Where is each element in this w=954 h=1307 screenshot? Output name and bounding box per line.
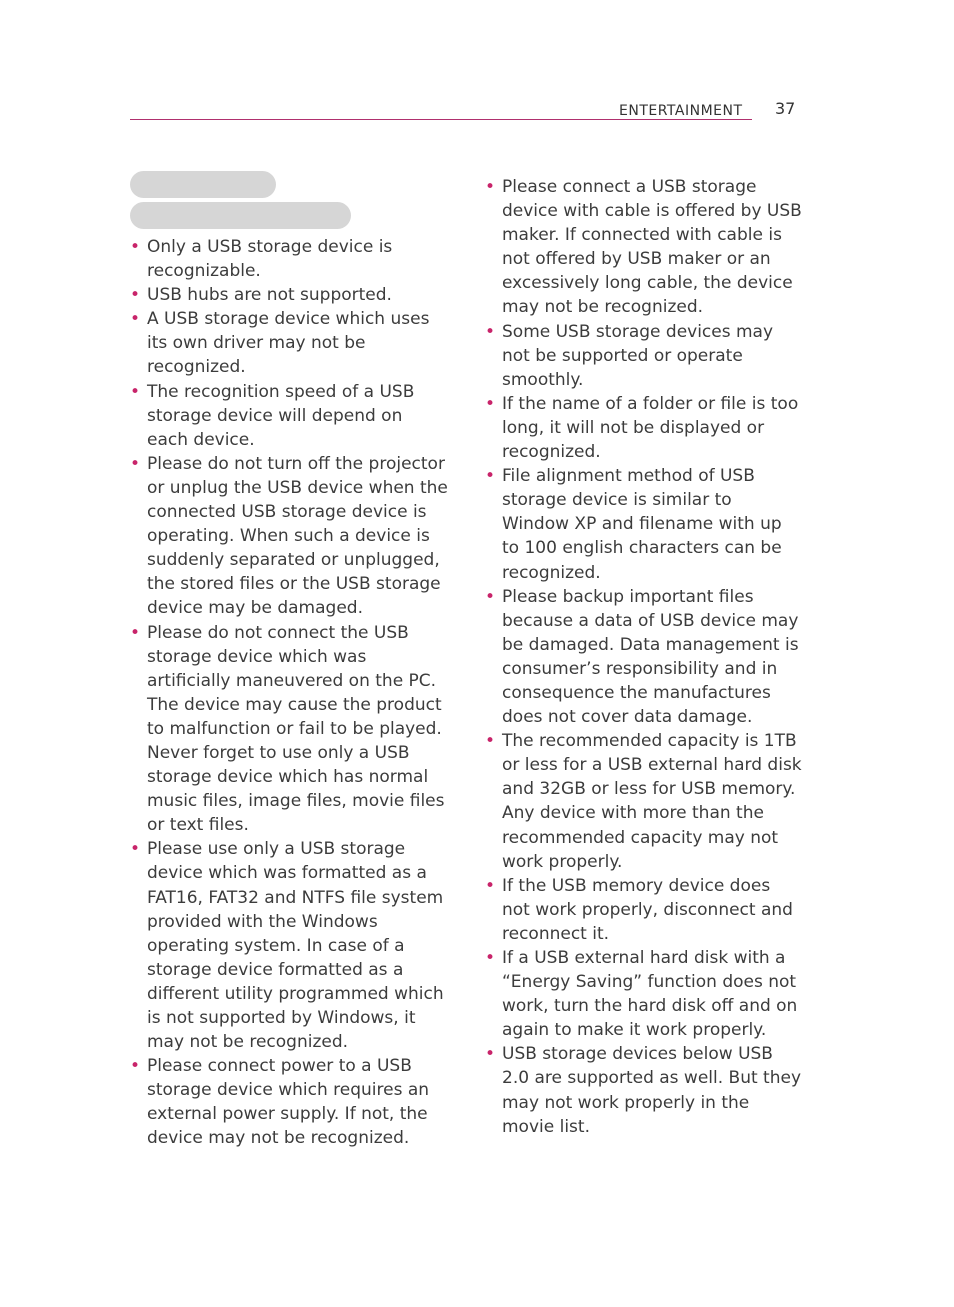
bullet-icon: • bbox=[485, 1044, 496, 1065]
header-rule bbox=[130, 119, 752, 120]
bullet-icon: • bbox=[130, 839, 141, 860]
heading-placeholder-2 bbox=[130, 202, 351, 229]
list-item: • Please backup important files because a data of USB device may be damaged. Data management is consumer’s responsibility and in consequence the manufactures does not cover data damage. bbox=[485, 586, 799, 728]
bullet-icon: • bbox=[485, 586, 496, 607]
heading-placeholder-1 bbox=[130, 171, 276, 198]
list-item: • Please use only a USB storage device which was formatted as a FAT16, FAT32 and NTFS file system provided with the Windows operating system. In case of a storage device formatted as a different utility programmed which is not supported by Windows, it may not be recognized. bbox=[130, 839, 444, 1053]
left-bullet-list bbox=[130, 235, 448, 1151]
list-item: • Please do not turn off the projector or unplug the USB device when the connected USB storage device is operating. When such a device is suddenly separated or unplugged, the stored files or the USB storage device may be damaged. bbox=[130, 453, 448, 619]
list-item: • Only a USB storage device is recognizable. bbox=[130, 237, 393, 282]
header-section-title: ENTERTAINMENT bbox=[619, 103, 743, 119]
bullet-icon: • bbox=[485, 948, 496, 968]
bullet-icon: • bbox=[485, 875, 496, 896]
list-item: • USB hubs are not supported. bbox=[130, 283, 448, 307]
list-item: • Please connect power to a USB storage device which requires an external power supply. If not, the device may not be recognized. bbox=[130, 1056, 430, 1149]
bullet-icon: • bbox=[130, 237, 141, 257]
bullet-icon: • bbox=[485, 177, 496, 197]
list-item: • If the name of a folder or file is too long, it will not be displayed or recognized. bbox=[485, 393, 799, 463]
list-item: • The recognition speed of a USB storage device will depend on each device. bbox=[130, 381, 415, 450]
right-bullet-list bbox=[485, 175, 803, 1139]
list-item: • A USB storage device which uses its own driver may not be recognized. bbox=[130, 309, 430, 378]
bullet-icon: • bbox=[130, 1056, 141, 1077]
list-item: • The recommended capacity is 1TB or less for a USB external hard disk and 32GB or less for USB memory. Any device with more than the recommended capacity may not work properly. bbox=[485, 731, 802, 872]
list-item: • File alignment method of USB storage device is similar to Window XP and filename with up to 100 english characters can be recognized. bbox=[485, 466, 782, 583]
bullet-icon: • bbox=[130, 309, 141, 330]
bullet-icon: • bbox=[130, 381, 141, 402]
list-item: • If a USB external hard disk with a “Energy Saving” function does not work, turn the hard disk off and on again to make it work properly. bbox=[485, 948, 798, 1041]
bullet-icon: • bbox=[485, 466, 496, 487]
list-item: • If the USB memory device does not work properly, disconnect and reconnect it. bbox=[485, 875, 793, 944]
bullet-icon: • bbox=[485, 393, 496, 414]
page-number: 37 bbox=[775, 99, 796, 118]
bullet-icon: • bbox=[130, 285, 141, 306]
list-item: • USB storage devices below USB 2.0 are supported as well. But they may not work properly in the movie list. bbox=[485, 1044, 802, 1137]
list-item: • Please connect a USB storage device with cable is offered by USB maker. If connected with cable is not offered by USB maker or an excessively long cable, the device may not be recognized. bbox=[485, 177, 802, 318]
bullet-icon: • bbox=[130, 622, 141, 643]
bullet-icon: • bbox=[130, 453, 141, 474]
bullet-icon: • bbox=[485, 321, 496, 342]
bullet-icon: • bbox=[485, 731, 496, 752]
list-item: • Some USB storage devices may not be supported or operate smoothly. bbox=[485, 321, 774, 390]
list-item: • Please do not connect the USB storage device which was artificially maneuvered on the PC. The device may cause the product to malfunction or fail to be played. Never forget to use only a USB storage device which has normal music files, image files, movie files or text files. bbox=[130, 622, 445, 836]
